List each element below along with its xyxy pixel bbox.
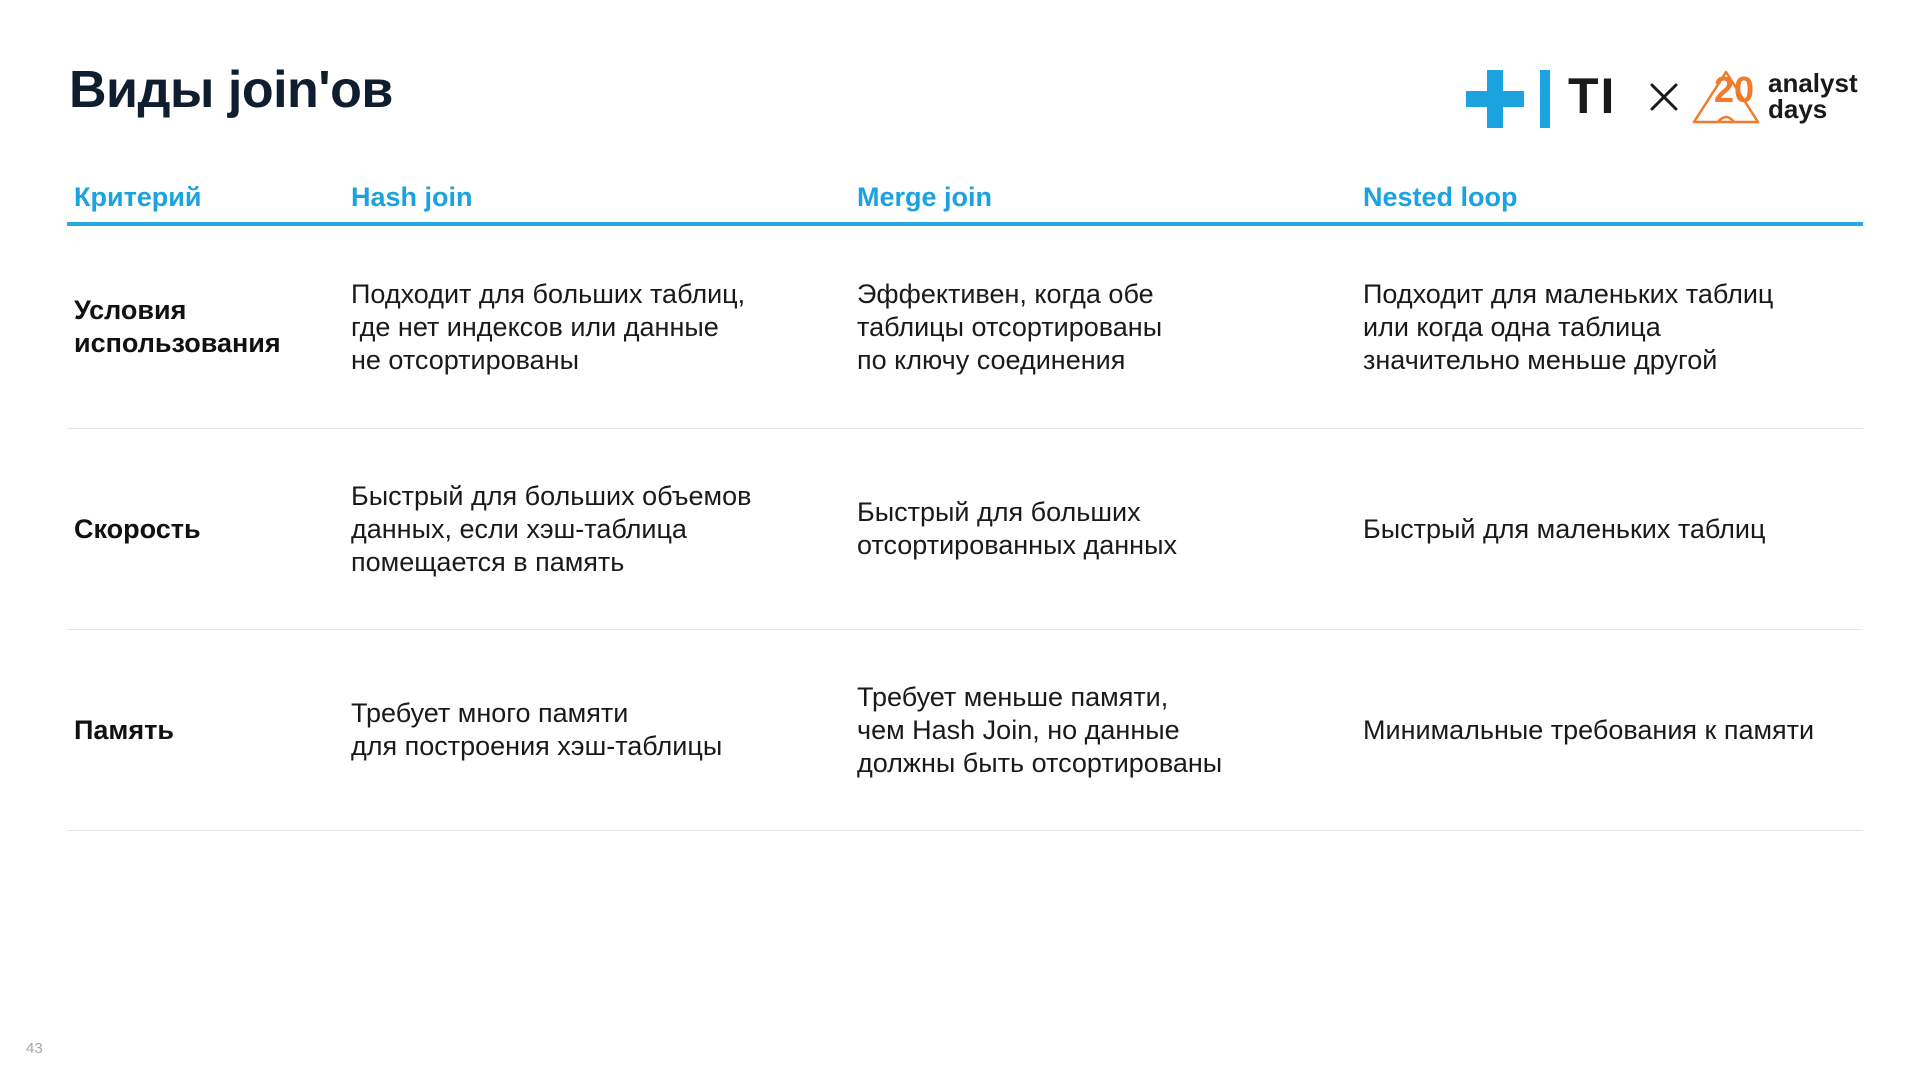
criterion-memory: Память xyxy=(74,714,174,745)
bar-logo-icon xyxy=(1540,70,1550,128)
page-title: Виды join'ов xyxy=(69,61,393,119)
cell-nested-loop-memory: Минимальные требования к памяти xyxy=(1363,714,1815,745)
brand-separator xyxy=(1650,72,1651,73)
table-header-row xyxy=(67,168,1863,226)
page-number: 43 xyxy=(26,1040,43,1057)
comparison-table xyxy=(67,168,1863,831)
criterion-usage: Условия использования xyxy=(74,295,281,358)
cell-nested-loop-speed: Быстрый для маленьких таблиц xyxy=(1363,513,1766,544)
cell-merge-join-speed: Быстрый для больших отсортированных данных xyxy=(857,497,1177,560)
cell-merge-join-usage: Эффективен, когда обе таблицы отсортированы по ключу соединения xyxy=(857,278,1163,375)
event-line-2: days xyxy=(1768,94,1828,124)
cell-nested-loop-usage: Подходит для маленьких таблиц или когда одна таблица значительно меньше другой xyxy=(1363,278,1774,375)
cell-merge-join-memory: Требует меньше памяти, чем Hash Join, но данные должны быть отсортированы xyxy=(857,681,1223,778)
cell-hash-join-usage: Подходит для больших таблиц, где нет индексов или данные не отсортированы xyxy=(351,278,746,375)
event-line-1: analyst xyxy=(1768,68,1858,98)
header-merge-join: Merge join xyxy=(857,181,993,212)
header-criterion: Критерий xyxy=(74,181,202,212)
event-name xyxy=(1768,70,1858,122)
criterion-speed: Скорость xyxy=(74,513,201,544)
table-row-memory xyxy=(67,630,1863,831)
table-row-speed xyxy=(67,429,1863,630)
header-nested-loop: Nested loop xyxy=(1363,181,1518,212)
cell-hash-join-speed: Быстрый для больших объемов данных, если хэш-таблица помещается в память xyxy=(351,480,752,577)
brand-name: TI xyxy=(1568,68,1617,124)
header-hash-join: Hash join xyxy=(351,181,473,212)
table-row-usage xyxy=(67,226,1863,429)
cell-hash-join-memory: Требует много памяти для построения хэш-таблицы xyxy=(351,698,723,761)
times-icon xyxy=(1652,85,1676,109)
event-number: 20 xyxy=(1714,69,1755,110)
